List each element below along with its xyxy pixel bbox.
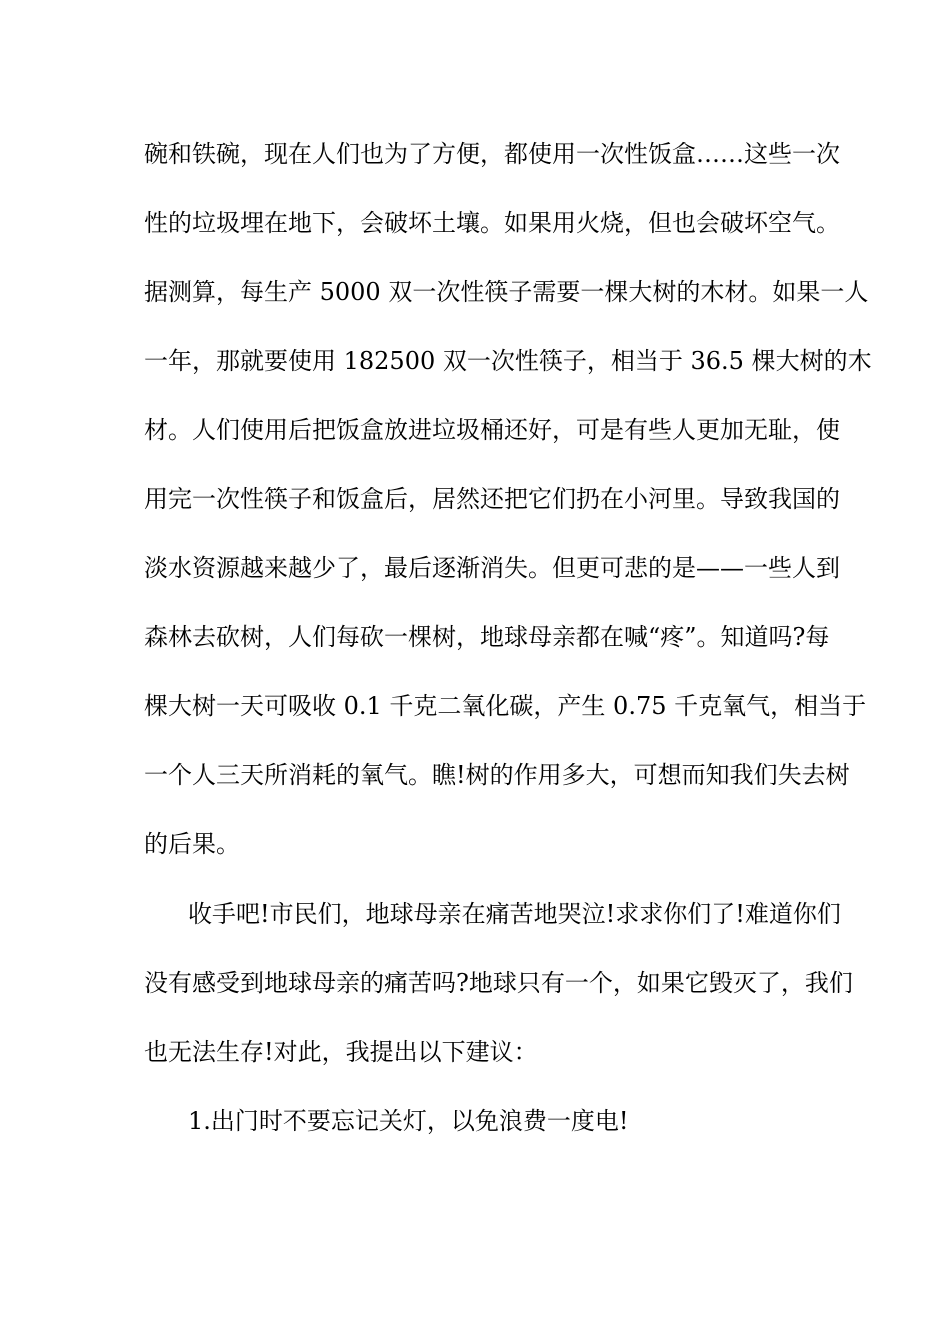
text-line: 没有感受到地球母亲的痛苦吗?地球只有一个，如果它毁灭了，我们: [144, 969, 853, 997]
text-line: 碗和铁碗，现在人们也为了方便，都使用一次性饭盒……这些一次: [144, 140, 840, 168]
text-line: 据测算，每生产 5000 双一次性筷子需要一棵大树的木材。如果一人: [144, 278, 869, 306]
text-line: 也无法生存!对此，我提出以下建议：: [144, 1038, 538, 1066]
text-line: 的后果。: [144, 830, 240, 858]
text-line: 性的垃圾埋在地下，会破坏土壤。如果用火烧，但也会破坏空气。: [144, 209, 840, 237]
text-line: 森林去砍树，人们每砍一棵树，地球母亲都在喊“疼”。知道吗?每: [144, 623, 830, 651]
text-line: 一年，那就要使用 182500 双一次性筷子，相当于 36.5 棵大树的木: [144, 347, 872, 375]
suggestion-item: 1.出门时不要忘记关灯，以免浪费一度电!: [188, 1107, 629, 1135]
text-line: 收手吧!市民们，地球母亲在痛苦地哭泣!求求你们了!难道你们: [188, 900, 841, 928]
text-line: 淡水资源越来越少了，最后逐渐消失。但更可悲的是——一些人到: [144, 554, 840, 582]
text-line: 一个人三天所消耗的氧气。瞧!树的作用多大，可想而知我们失去树: [144, 761, 850, 789]
text-line: 棵大树一天可吸收 0.1 千克二氧化碳，产生 0.75 千克氧气，相当于: [144, 692, 867, 720]
text-line: 用完一次性筷子和饭盒后，居然还把它们扔在小河里。导致我国的: [144, 485, 840, 513]
text-line: 材。人们使用后把饭盒放进垃圾桶还好，可是有些人更加无耻，使: [144, 416, 840, 444]
